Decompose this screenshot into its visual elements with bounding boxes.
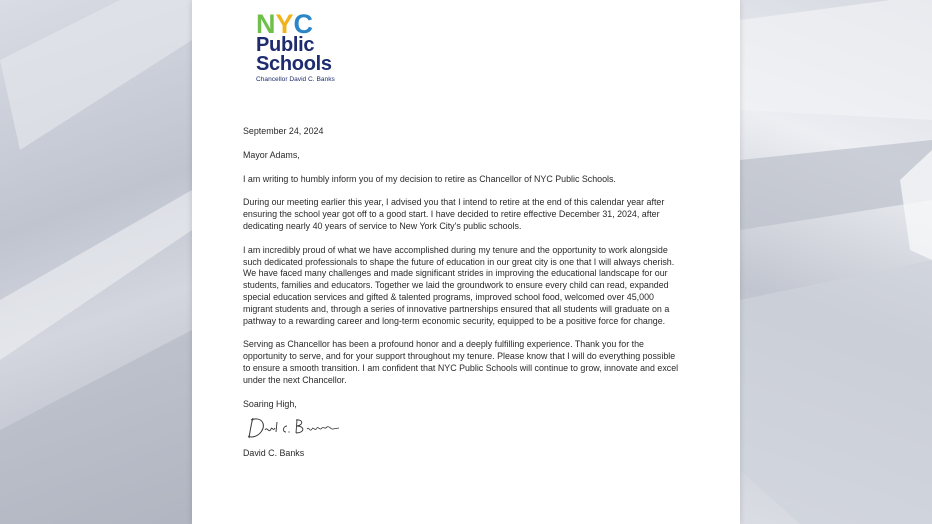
- letter-paragraph-4: Serving as Chancellor has been a profound honor and a deeply fulfilling experience. Thank you for the opportunity to serve, and for your support throughout my tenure. Please know that I will do everything possible to ensure a smooth transition. I am confident that NYC Public Schools will continue to grow, innovate and excel under the next Chancellor.: [243, 339, 679, 385]
- letter-closing: Soaring High,: [243, 398, 297, 409]
- letter-page: [192, 0, 740, 524]
- signature-icon: [245, 414, 345, 442]
- logo-public: Public: [256, 34, 315, 56]
- letter-paragraph-2: During our meeting earlier this year, I advised you that I intend to retire at the end of this calendar year after ensuring the school year got off to a good start. I have decided to retire effective December 31, 2024, after dedicating nearly 40 years of service to New York City's public schools.: [243, 197, 665, 231]
- background-right-fold: [740, 0, 932, 524]
- background-left-fold: [0, 0, 192, 524]
- letter-date: September 24, 2024: [243, 126, 324, 136]
- nyc-wordmark: [256, 9, 335, 39]
- logo-letter-y: Y: [275, 9, 293, 39]
- nyc-public-schools-logo: [256, 9, 335, 83]
- logo-schools: Schools: [256, 53, 332, 75]
- logo-letter-n: N: [256, 9, 275, 39]
- signer-name: David C. Banks: [243, 448, 305, 459]
- letter-salutation: Mayor Adams,: [243, 149, 300, 160]
- right-fold-shapes: [740, 0, 932, 524]
- letter-paragraph-1: I am writing to humbly inform you of my decision to retire as Chancellor of NYC Public Schools.: [243, 173, 616, 184]
- handwritten-signature: [245, 414, 683, 442]
- letter-paragraph-3: I am incredibly proud of what we have accomplished during my tenure and the opportunity to work alongside such dedicated professionals to shape the future of education in our great city is one that I will always cherish. We have faced many challenges and made significant strides in improving the educational landscape for our students, families and educators. Together we laid the groundwork to ensure every child can read, expanded special education services and gifted & talented programs, improved school food, welcomed over 45,000 migrant students and, through a series of innovative partnerships ensured that all students will graduate on a pathway to a rewarding career and long-term economic security, equipped to be a positive force for change.: [243, 244, 675, 326]
- logo-letter-c: C: [293, 9, 313, 39]
- letter-body: [243, 126, 683, 472]
- logo-chancellor-line: Chancellor David C. Banks: [256, 76, 335, 83]
- left-fold-shapes: [0, 0, 192, 524]
